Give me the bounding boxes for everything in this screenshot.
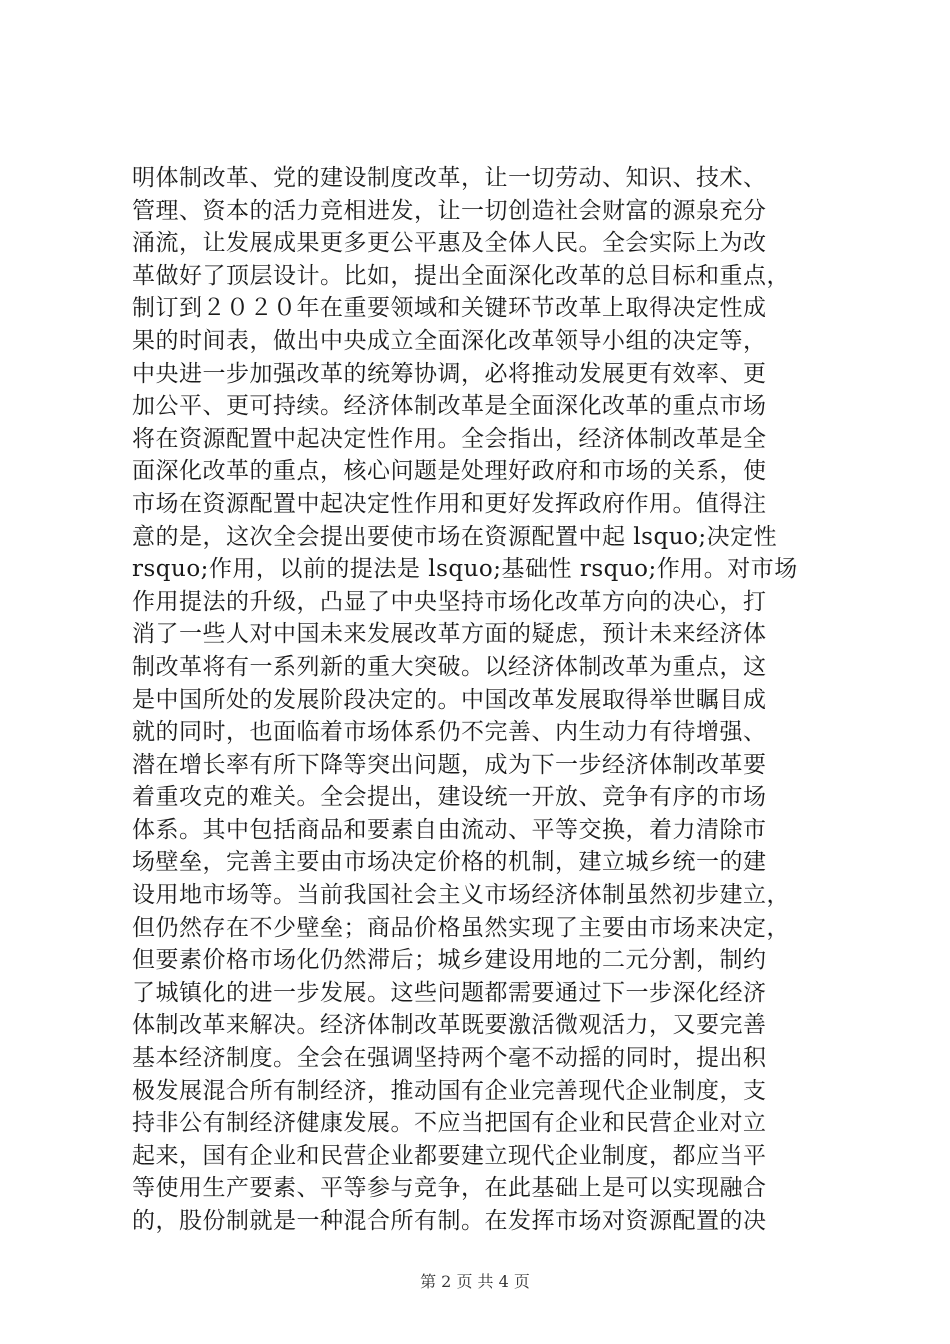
text-line: 体系。其中包括商品和要素自由流动、平等交换，着力清除市 [132,816,767,843]
text-line: 作用提法的升级，凸显了中央坚持市场化改革方向的决心，打 [132,588,767,615]
text-line: 就的同时，也面临着市场体系仍不完善、内生动力有待增强、 [132,719,767,746]
text-line: 市场在资源配置中起决定性作用和更好发挥政府作用。值得注 [132,490,767,517]
text-line: 等使用生产要素、平等参与竞争，在此基础上是可以实现融合 [132,1175,767,1202]
page-number-label: 第 2 页 共 4 页 [420,1272,530,1291]
text-line: 体制改革来解决。经济体制改革既要激活微观活力，又要完善 [132,1012,767,1039]
text-line: 中央进一步加强改革的统筹协调，必将推动发展更有效率、更 [132,360,767,387]
text-line: 明体制改革、党的建设制度改革，让一切劳动、知识、技术、 [132,165,767,191]
body-text [132,162,832,1238]
text-line: 果的时间表，做出中央成立全面深化改革领导小组的决定等， [132,327,767,354]
text-line: 持非公有制经济健康发展。不应当把国有企业和民营企业对立 [132,1110,767,1137]
text-line: rsquo;作用，以前的提法是 lsquo;基础性 rsquo;作用。对市场 [132,556,798,583]
text-line: 但仍然存在不少壁垒；商品价格虽然实现了主要由市场来决定， [132,914,790,941]
text-line: 革做好了顶层设计。比如，提出全面深化改革的总目标和重点， [132,262,790,289]
text-line: 面深化改革的重点，核心问题是处理好政府和市场的关系，使 [132,458,767,485]
text-line: 基本经济制度。全会在强调坚持两个毫不动摇的同时，提出积 [132,1045,767,1072]
text-line: 但要素价格市场化仍然滞后；城乡建设用地的二元分割，制约 [132,947,767,974]
text-line: 加公平、更可持续。经济体制改革是全面深化改革的重点市场 [132,393,767,420]
text-line: 制订到２０２０年在重要领域和关键环节改革上取得决定性成 [132,295,767,322]
text-line: 意的是，这次全会提出要使市场在资源配置中起 lsquo;决定性 [132,523,778,550]
text-line: 潜在增长率有所下降等突出问题，成为下一步经济体制改革要 [132,751,767,778]
text-line: 制改革将有一系列新的重大突破。以经济体制改革为重点，这 [132,653,767,680]
text-line: 涌流，让发展成果更多更公平惠及全体人民。全会实际上为改 [132,230,767,257]
text-line: 极发展混合所有制经济，推动国有企业完善现代企业制度，支 [132,1077,767,1104]
text-line: 了城镇化的进一步发展。这些问题都需要通过下一步深化经济 [132,979,767,1006]
text-line: 设用地市场等。当前我国社会主义市场经济体制虽然初步建立， [132,882,790,909]
page-footer [0,1269,950,1292]
text-line: 是中国所处的发展阶段决定的。中国改革发展取得举世瞩目成 [132,686,767,713]
text-line: 着重攻克的难关。全会提出，建设统一开放、竞争有序的市场 [132,784,767,811]
text-line: 将在资源配置中起决定性作用。全会指出，经济体制改革是全 [132,425,767,452]
text-line: 场壁垒，完善主要由市场决定价格的机制，建立城乡统一的建 [132,849,767,876]
text-line: 消了一些人对中国未来发展改革方面的疑虑，预计未来经济体 [132,621,767,648]
text-line: 的，股份制就是一种混合所有制。在发挥市场对资源配置的决 [132,1208,767,1234]
text-line: 管理、资本的活力竞相进发，让一切创造社会财富的源泉充分 [132,197,767,224]
text-line: 起来，国有企业和民营企业都要建立现代企业制度，都应当平 [132,1142,767,1169]
